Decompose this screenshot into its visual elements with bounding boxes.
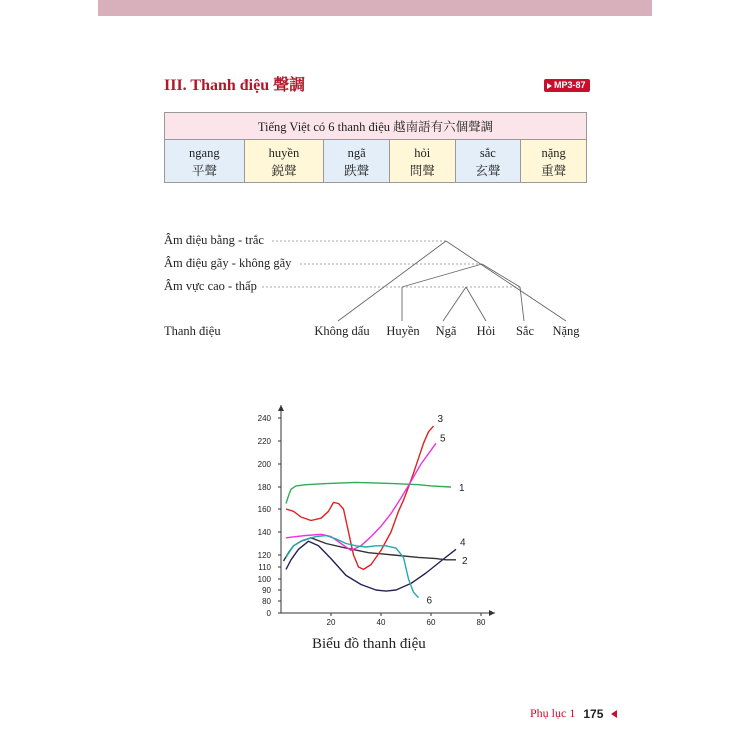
x-tick-label: 60: [426, 618, 436, 627]
series-line-5: [286, 443, 436, 550]
y-tick-label: 100: [257, 575, 271, 584]
page-footer: [530, 706, 617, 721]
page-number: 175: [583, 706, 604, 721]
y-tick-label: 80: [262, 597, 271, 606]
y-tick-label: 90: [262, 586, 271, 595]
tone-name: hỏi: [389, 140, 455, 162]
tree-row-label: Âm vực cao - thấp: [164, 279, 257, 293]
series-line-1: [286, 482, 451, 503]
tree-leaf-label: Huyền: [386, 324, 420, 338]
series-label-2: 2: [462, 555, 468, 567]
series-label-1: 1: [459, 483, 465, 494]
chart-caption: Biểu đồ thanh điệu: [312, 636, 426, 652]
y-tick-label: 240: [257, 414, 271, 423]
y-tick-label: 220: [257, 437, 271, 446]
x-tick-label: 20: [326, 618, 336, 627]
tone-han: 問聲: [389, 161, 455, 183]
section-title: III. Thanh điệu 聲調: [164, 77, 306, 94]
x-tick-label: 40: [376, 618, 386, 627]
tone-name: nặng: [521, 140, 587, 162]
tone-name: ngang: [165, 140, 245, 162]
tone-han: 平聲: [165, 161, 245, 183]
audio-badge-label: MP3-87: [554, 80, 586, 90]
tone-name: huyền: [244, 140, 324, 162]
tree-leaf-label: Hỏi: [476, 324, 496, 338]
tree-leaf-label: Sắc: [515, 324, 535, 338]
y-tick-label: 160: [257, 505, 271, 514]
tree-row-label: Thanh điệu: [164, 324, 221, 338]
y-tick-label: 200: [257, 460, 271, 469]
tree-leaf-label: Không dấu: [314, 324, 370, 338]
tone-han: 鋭聲: [244, 161, 324, 183]
y-axis-arrow-icon: [278, 405, 284, 411]
tone-han: 重聲: [521, 161, 587, 183]
tone-han: 玄聲: [455, 161, 521, 183]
y-tick-label: 110: [258, 563, 271, 572]
page-arrow-icon: [611, 710, 617, 718]
tree-leaf-label: Nặng: [552, 324, 580, 338]
tree-row-label: Âm điệu bằng - trắc: [164, 233, 264, 247]
series-line-4: [286, 541, 456, 591]
series-label-4: 4: [460, 537, 466, 549]
tone-name: ngã: [324, 140, 390, 162]
tone-name: sắc: [455, 140, 521, 162]
y-tick-label: 180: [257, 483, 271, 492]
tone-han: 跌聲: [324, 161, 390, 183]
x-axis-arrow-icon: [489, 610, 495, 616]
series-line-3: [286, 426, 434, 569]
series-label-5: 5: [440, 433, 446, 445]
y-tick-label: 120: [257, 551, 271, 560]
footer-label: Phụ lục 1: [530, 706, 576, 720]
series-label-6: 6: [426, 595, 433, 607]
series-label-3: 3: [437, 414, 444, 426]
y-tick-label: 140: [257, 528, 271, 537]
x-tick-label: 80: [476, 618, 486, 627]
tree-row-label: Âm điệu gãy - không gãy: [164, 256, 292, 270]
y-tick-label: 0: [266, 609, 271, 618]
tone-table-header: Tiếng Việt có 6 thanh điệu 越南語有六個聲調: [165, 113, 587, 140]
tree-leaf-label: Ngã: [435, 324, 457, 338]
